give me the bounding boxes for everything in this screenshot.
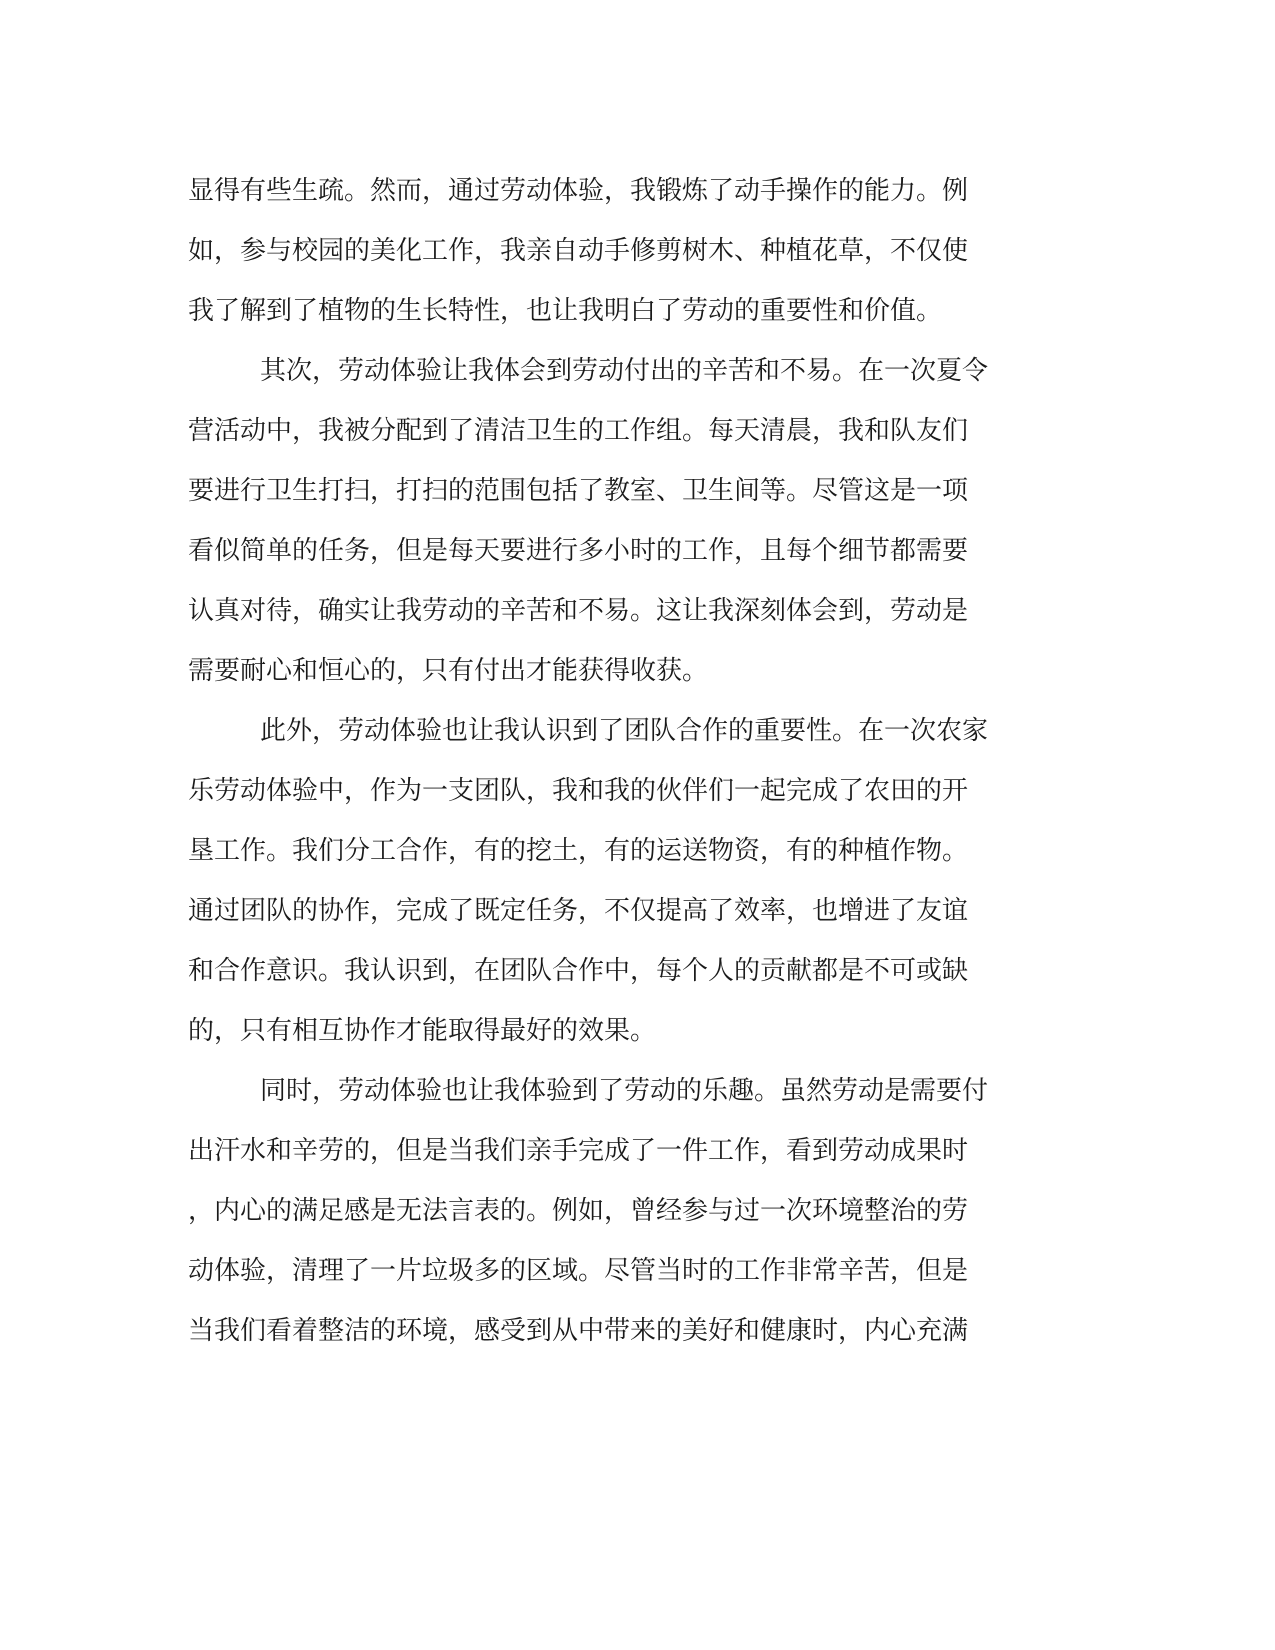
text-line-4: 其次，劳动体验让我体会到劳动付出的辛苦和不易。在一次夏令 [260,356,989,386]
text-line-6: 要进行卫生打扫，打扫的范围包括了教室、卫生间等。尽管这是一项 [188,476,969,506]
text-line-20: 当我们看着整洁的环境，感受到从中带来的美好和健康时，内心充满 [188,1316,969,1346]
text-line-18: ，内心的满足感是无法言表的。例如，曾经参与过一次环境整治的劳 [188,1196,969,1226]
text-line-8: 认真对待，确实让我劳动的辛苦和不易。这让我深刻体会到，劳动是 [188,596,969,626]
text-line-3: 我了解到了植物的生长特性，也让我明白了劳动的重要性和价值。 [188,296,943,326]
text-line-10: 此外，劳动体验也让我认识到了团队合作的重要性。在一次农家 [260,716,989,746]
text-line-5: 营活动中，我被分配到了清洁卫生的工作组。每天清晨，我和队友们 [188,416,969,446]
text-line-15: 的，只有相互协作才能取得最好的效果。 [188,1016,657,1046]
text-line-17: 出汗水和辛劳的，但是当我们亲手完成了一件工作，看到劳动成果时 [188,1136,969,1166]
text-line-11: 乐劳动体验中，作为一支团队，我和我的伙伴们一起完成了农田的开 [188,776,969,806]
text-line-1: 显得有些生疏。然而，通过劳动体验，我锻炼了动手操作的能力。例 [188,176,969,206]
text-line-19: 动体验，清理了一片垃圾多的区域。尽管当时的工作非常辛苦，但是 [188,1256,969,1286]
text-line-2: 如，参与校园的美化工作，我亲自动手修剪树木、种植花草，不仅使 [188,236,969,266]
text-line-14: 和合作意识。我认识到，在团队合作中，每个人的贡献都是不可或缺 [188,956,969,986]
text-line-16: 同时，劳动体验也让我体验到了劳动的乐趣。虽然劳动是需要付 [260,1076,989,1106]
text-line-13: 通过团队的协作，完成了既定任务，不仅提高了效率，也增进了友谊 [188,896,969,926]
body-text [188,161,1068,1361]
text-line-9: 需要耐心和恒心的，只有付出才能获得收获。 [188,656,709,686]
text-line-12: 垦工作。我们分工合作，有的挖土，有的运送物资，有的种植作物。 [188,836,969,866]
text-line-7: 看似简单的任务，但是每天要进行多小时的工作，且每个细节都需要 [188,536,969,566]
